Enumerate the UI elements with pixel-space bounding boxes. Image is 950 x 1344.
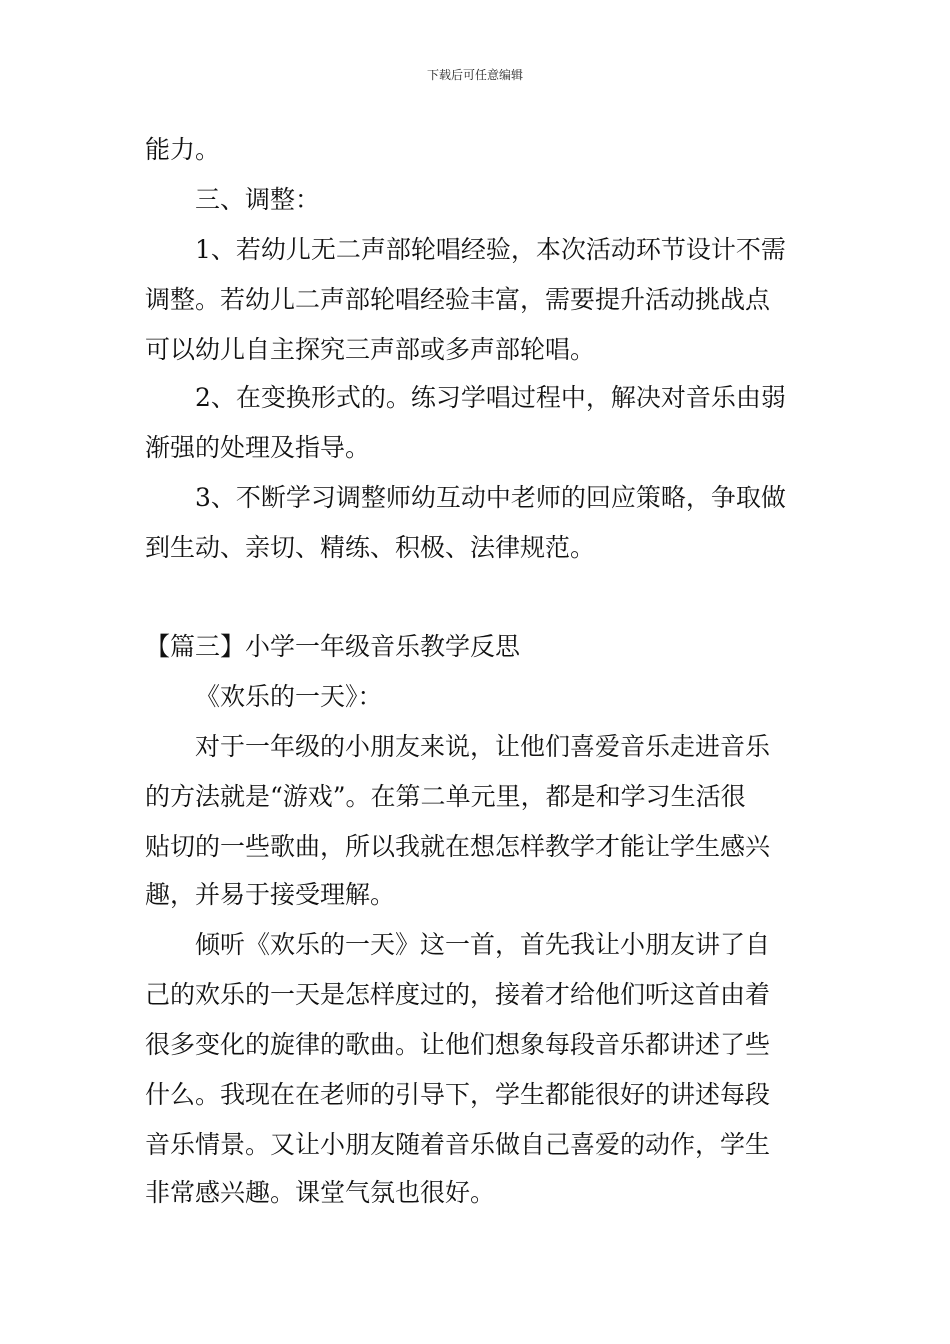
text-line: 2、在变换形式的。练习学唱过程中，解决对音乐由弱 <box>195 383 786 412</box>
text-line: 音乐情景。又让小朋友随着音乐做自己喜爱的动作，学生 <box>145 1130 771 1159</box>
section-heading: 三、调整： <box>195 185 321 214</box>
lesson-title: 《欢乐的一天》： <box>195 682 383 711</box>
text-line: 3、不断学习调整师幼互动中老师的回应策略，争取做 <box>195 483 786 512</box>
text-line: 调整。若幼儿二声部轮唱经验丰富，需要提升活动挑战点 <box>145 285 771 314</box>
text-line: 贴切的一些歌曲，所以我就在想怎样教学才能让学生感兴 <box>145 832 771 861</box>
text-line: 倾听《欢乐的一天》这一首，首先我让小朋友讲了自 <box>195 930 771 959</box>
article-title: 【篇三】小学一年级音乐教学反思 <box>145 632 521 661</box>
text-line: 己的欢乐的一天是怎样度过的，接着才给他们听这首由着 <box>145 980 771 1009</box>
page-header: 下载后可任意编辑 <box>426 68 523 82</box>
text-line: 对于一年级的小朋友来说，让他们喜爱音乐走进音乐 <box>195 732 771 761</box>
text-line: 什么。我现在在老师的引导下，学生都能很好的讲述每段 <box>145 1080 771 1109</box>
text-line: 很多变化的旋律的歌曲。让他们想象每段音乐都讲述了些 <box>145 1030 771 1059</box>
text-line: 趣，并易于接受理解。 <box>145 880 396 909</box>
text-line: 到生动、亲切、精练、积极、法律规范。 <box>145 533 596 562</box>
text-line: 非常感兴趣。课堂气氛也很好。 <box>145 1178 496 1207</box>
text-line: 的方法就是“游戏”。在第二单元里，都是和学习生活很 <box>145 782 746 811</box>
text-line: 可以幼儿自主探究三声部或多声部轮唱。 <box>145 335 596 364</box>
text-line: 1、若幼儿无二声部轮唱经验，本次活动环节设计不需 <box>195 235 786 264</box>
text-line: 渐强的处理及指导。 <box>145 433 371 462</box>
text-line: 能力。 <box>145 135 221 164</box>
